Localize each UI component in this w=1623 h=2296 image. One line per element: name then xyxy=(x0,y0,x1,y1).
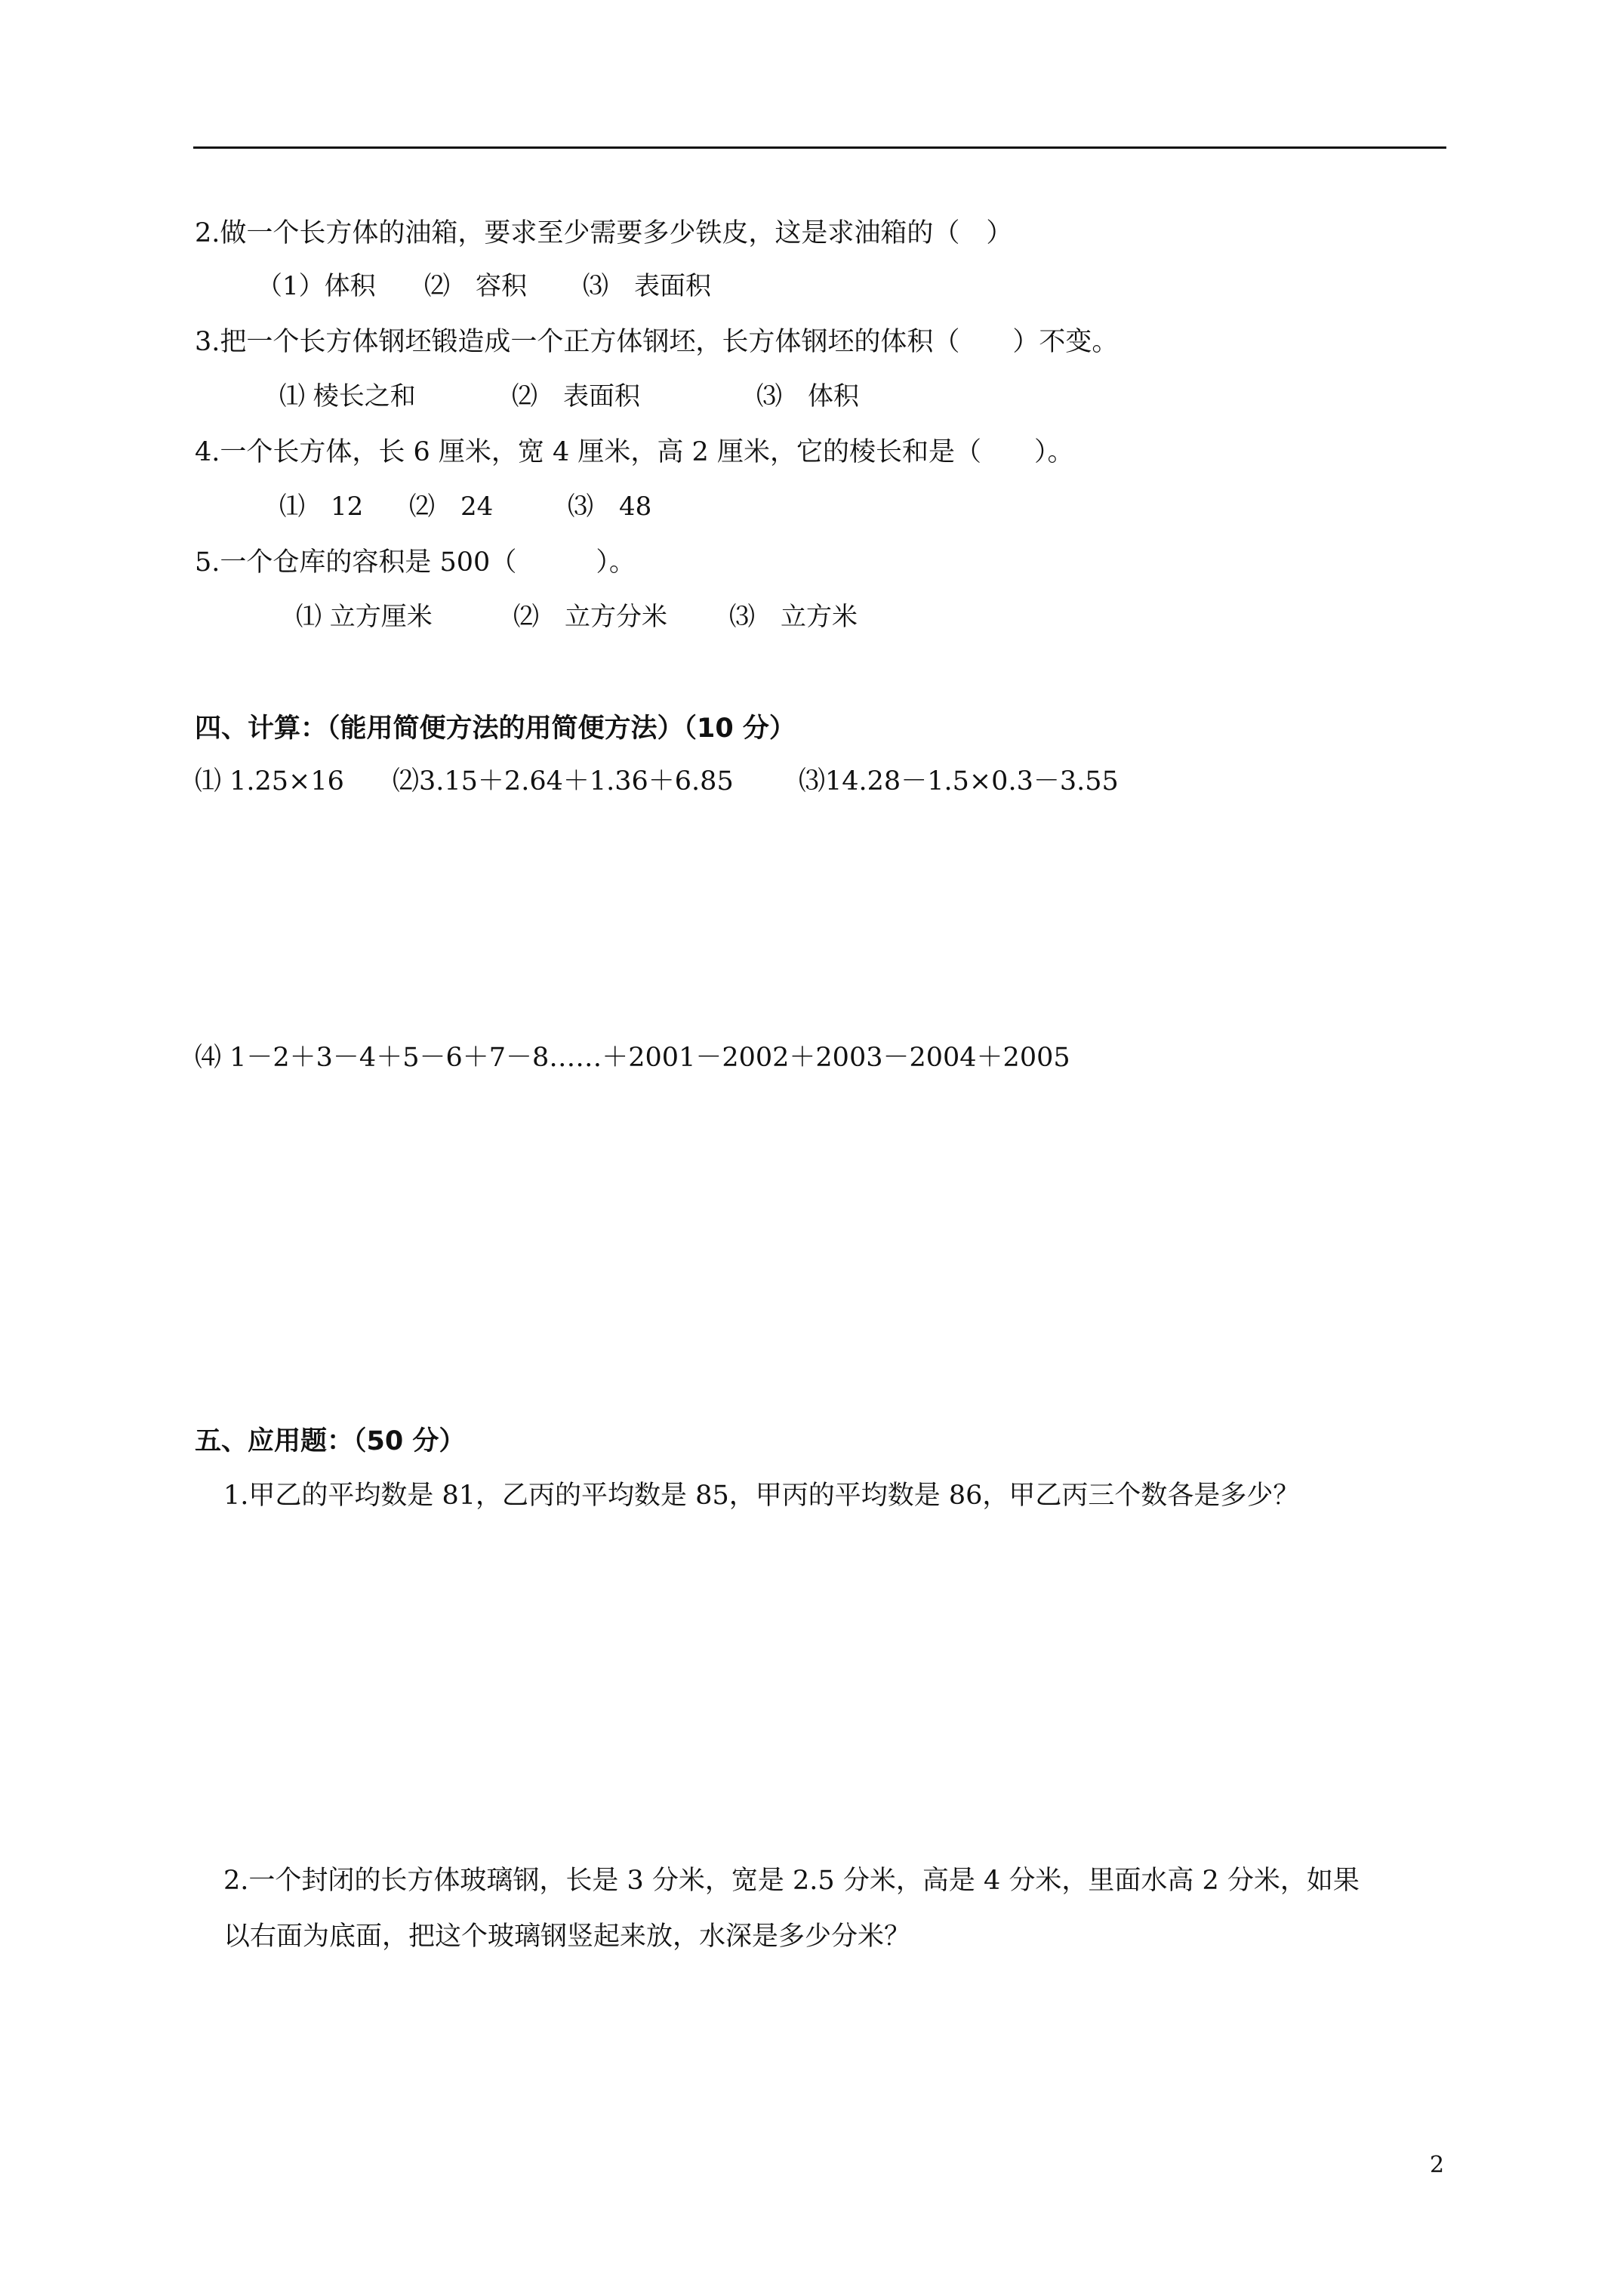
word-problem-1: 1.甲乙的平均数是 81，乙丙的平均数是 85，甲丙的平均数是 86，甲乙丙三个数各是多少？ xyxy=(223,1481,1300,1511)
question-3-option-2: ⑵ 表面积 xyxy=(512,381,640,411)
calc-item-1: ⑴ 1.25×16 xyxy=(195,766,344,797)
question-5-text: 5.一个仓库的容积是 500（ ）。 xyxy=(195,547,636,578)
question-3-option-1: ⑴ 棱长之和 xyxy=(279,381,416,411)
question-2-option-3: ⑶ 表面积 xyxy=(583,271,711,301)
page-number: 2 xyxy=(1430,2152,1445,2178)
question-4-text: 4.一个长方体，长 6 厘米，宽 4 厘米，高 2 厘米，它的棱长和是（ ）。 xyxy=(195,437,1074,467)
question-5-option-2: ⑵ 立方分米 xyxy=(513,602,667,632)
question-4-option-2: ⑵ 24 xyxy=(409,492,494,522)
question-5-option-1: ⑴ 立方厘米 xyxy=(296,602,433,632)
calc-item-3: ⑶14.28－1.5×0.3－3.55 xyxy=(799,766,1119,797)
section-4-title: 四、计算：（能用简便方法的用简便方法）（10 分） xyxy=(195,713,796,744)
word-problem-2-line-1: 2.一个封闭的长方体玻璃钢，长是 3 分米，宽是 2.5 分米，高是 4 分米，里面水高 2 分米，如果 xyxy=(223,1866,1360,1896)
question-2-option-2: ⑵ 容积 xyxy=(424,271,527,301)
question-4-option-3: ⑶ 48 xyxy=(568,492,652,522)
question-5-option-3: ⑶ 立方米 xyxy=(729,602,858,632)
word-problem-2-line-2: 以右面为底面，把这个玻璃钢竖起来放，水深是多少分米？ xyxy=(223,1922,911,1952)
calc-item-4: ⑷ 1－2＋3－4＋5－6＋7－8……＋2001－2002＋2003－2004＋2005 xyxy=(195,1043,1070,1073)
question-2-text: 2.做一个长方体的油箱，要求至少需要多少铁皮，这是求油箱的（ ） xyxy=(195,218,1013,248)
section-5-title: 五、应用题：（50 分） xyxy=(195,1426,466,1456)
calc-item-2: ⑵3.15＋2.64＋1.36＋6.85 xyxy=(393,766,734,797)
header-rule xyxy=(193,146,1446,149)
question-3-text: 3.把一个长方体钢坯锻造成一个正方体钢坯，长方体钢坯的体积（ ）不变。 xyxy=(195,327,1119,357)
question-3-option-3: ⑶ 体积 xyxy=(756,381,859,411)
question-2-option-1: （1）体积 xyxy=(257,271,376,301)
question-4-option-1: ⑴ 12 xyxy=(279,492,364,522)
